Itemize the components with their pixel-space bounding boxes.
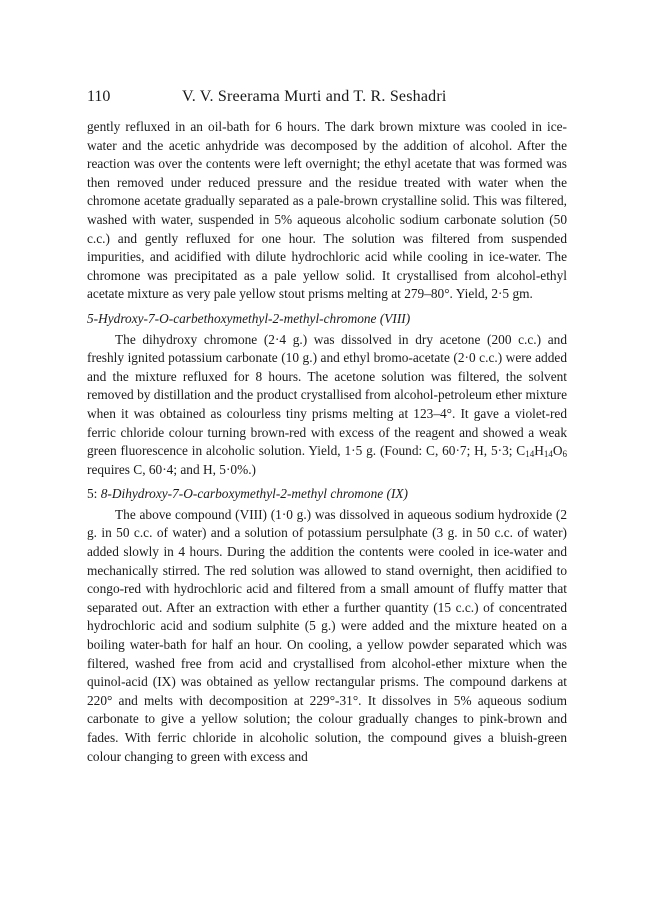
heading-prefix: 5: xyxy=(87,486,98,502)
paragraph-compound-viii-text: The dihydroxy chromone (2·4 g.) was dissolved in dry acetone (200 c.c.) and freshly ignited potassium carbonate (10 g.) and ethyl bromo-acetate (2·0 c.c.) were added and the mixture refluxed for 8 hours. The acetone solution was filtered, the solvent removed by distillation and the product crystallised from alcohol-petroleum ether mixture when it was obtained as colourless tiny prisms melting at 123–4°. It gave a violet-red ferric chloride colour turning brown-red with excess of the reagent and showed a weak green fluorescence in alcoholic solution. Yield, 1·5 g. (Found: C, 60·7; H, 5·3; xyxy=(87,331,567,459)
paragraph-compound-viii xyxy=(87,331,567,480)
section-heading-compound-ix xyxy=(87,485,567,504)
section-heading-compound-viii: 5-Hydroxy-7-O-carbethoxymethyl-2-methyl-chromone (VIII) xyxy=(87,310,411,326)
running-head xyxy=(87,88,567,110)
journal-page xyxy=(87,88,567,766)
paragraph-compound-ix: The above compound (VIII) (1·0 g.) was dissolved in aqueous sodium hydroxide (2 g. in 50 c.c. of water) and a solution of potassium persulphate (3 g. in 50 c.c. of water) added slowly in 4 hours. During the addition the contents were cooled in ice-water and mechanically stirred. The red solution was allowed to stand overnight, then acidified to congo-red with hydrochloric acid and filtered from a small amount of fluffy matter that separated out. After an extraction with ether a further quantity (15 c.c.) of concentrated hydrochloric acid and sodium sulphite (5 g.) were added and the mixture heated on a boiling water-bath for half an hour. On cooling, a yellow powder separated which was filtered, washed free from acid and crystallised from alcohol-ether mixture when the quinol-acid (IX) was obtained as yellow rectangular prisms. The compound darkens at 220° and melts with decomposition at 229°-31°. It dissolves in 5% aqueous sodium carbonate to give a yellow solution; the colour gradually changes to pink-brown and fades. With ferric chloride in alcoholic solution, the compound gives a bluish-green colour changing to green with excess and xyxy=(87,506,567,764)
paragraph-synthesis-continued: gently refluxed in an oil-bath for 6 hours. The dark brown mixture was cooled in ice-water and the acetic anhydride was decomposed by the addition of alcohol. After the reaction was over the contents were left overnight; the ethyl acetate that was formed was then removed under reduced pressure and the residue treated with water when the chromone acetate gradually separated as a pale-brown crystalline solid. This was filtered, washed with water, suspended in 5% aqueous alcoholic sodium carbonate solution (50 c.c.) and gently refluxed for one hour. The solution was filtered from suspended impurities, and acidified with dilute hydrochloric acid while cooling in ice-water. The chromone was precipitated as a pale yellow solid. It crystallised from alcohol-ethyl acetate mixture as very pale yellow stout prisms melting at 279–80°. Yield, 2·5 gm. xyxy=(87,119,567,302)
running-head-authors: V. V. Sreerama Murti and T. R. Seshadri xyxy=(182,88,447,105)
analysis-requirement: requires C, 60·4; and H, 5·0%.) xyxy=(87,461,256,477)
heading-title: 8-Dihydroxy-7-O-carboxymethyl-2-methyl chromone (IX) xyxy=(100,486,409,502)
page-number: 110 xyxy=(87,88,111,105)
molecular-formula: $C_{14}H_{14}O_6$ xyxy=(516,443,567,460)
